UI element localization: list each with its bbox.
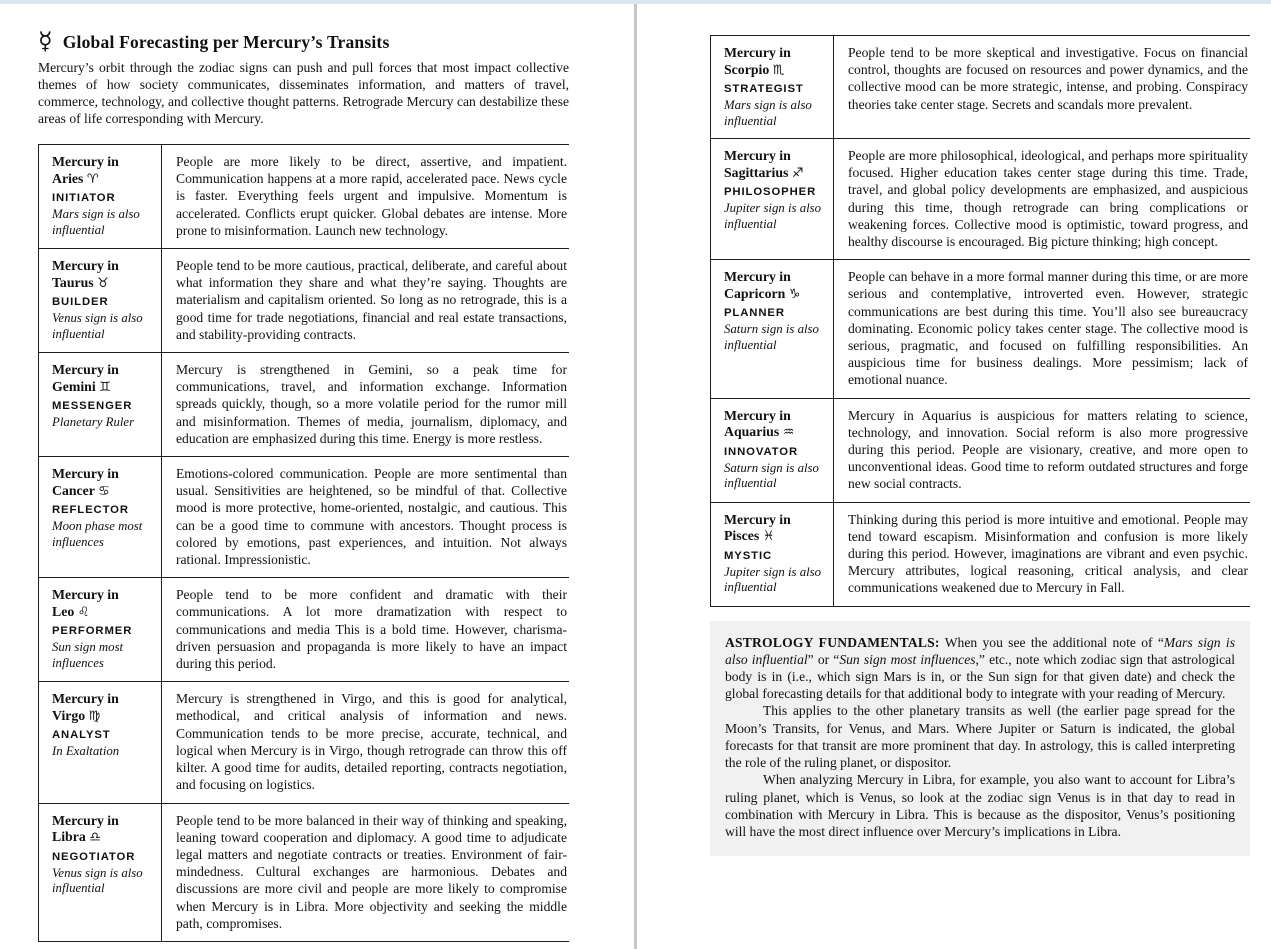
mercury-icon: ☿: [38, 27, 53, 55]
transit-note: Venus sign is also influential: [52, 311, 143, 341]
fundamentals-paragraph-3: When analyzing Mercury in Libra, for example, you also want to account for Libra’s ruling planet, which is Venus, so look at the zodiac sign Venus is in that day to read in combination with Mercury in Libra. This is because as the dispositor, Venus’s positioning will have the most direct influence over Mercury’s implications in Libra.: [725, 772, 1235, 839]
intro-paragraph: Mercury’s orbit through the zodiac signs can push and pull forces that most impact collective themes of how society communicates, disseminates information, and matters of travel, commerce, technology, and collective thought patterns. Retrograde Mercury can destabilize these areas of life corresponding with Mercury.: [38, 60, 569, 126]
sign-name: Capricorn: [724, 285, 786, 301]
fundamentals-text: ” or “: [807, 651, 840, 667]
transit-prefix: Mercury in: [52, 362, 119, 378]
transit-sign-cell: [39, 145, 162, 249]
transit-role: INNOVATOR: [724, 445, 798, 458]
sign-name: Cancer: [52, 482, 95, 498]
transit-prefix: Mercury in: [724, 148, 791, 163]
transits-table-left: [38, 144, 569, 942]
right-page: [710, 35, 1250, 856]
transit-note: Saturn sign is also influential: [724, 322, 819, 352]
scorpio-zodiac-icon: ♏: [772, 62, 785, 78]
transit-sign-cell: [711, 139, 834, 260]
transit-prefix: Mercury in: [724, 269, 791, 285]
gemini-zodiac-icon: ♊: [99, 379, 111, 395]
transit-note: In Exaltation: [52, 744, 120, 759]
transit-role: PLANNER: [724, 307, 785, 320]
transit-role: MYSTIC: [724, 549, 773, 562]
transit-note: Sun sign most influences: [52, 640, 124, 670]
transit-description: People can behave in a more formal manner during this time, or are more serious and contemplative, introverted even. However, strategic communications are best during this time. You’ll also see bureaucracy dominating. Economic policy takes center stage. The collective mood is serious, pragmatic, and focused on fulfilling responsibilities. An auspicious time for business dealings. More pessimism; lack of emotional nuance.: [834, 260, 1251, 398]
transit-sign-cell: [39, 803, 162, 941]
transit-description: People tend to be more cautious, practical, deliberate, and careful about what information they share and what they’re saying. Thoughts are materialism and capitalism oriented. So long as no retrograde, this is a good time for trade negotiations, financial and real estate transactions, and stability-providing contracts.: [162, 249, 570, 353]
transit-description: Mercury in Aquarius is auspicious for matters relating to science, technology, and innovation. Social reform is also more progressive during this period. People are visionary, creative, and more open to unconventional ideas. Good time to reform outdated structures and forge new social contracts.: [834, 398, 1251, 502]
transit-row-aries: [39, 145, 570, 249]
transits-table-right: [710, 35, 1250, 607]
fundamentals-heading: ASTROLOGY FUNDAMENTALS:: [725, 634, 940, 650]
transit-prefix: Mercury in: [52, 587, 119, 603]
sign-name: Virgo: [52, 707, 86, 723]
aries-zodiac-icon: ♈: [86, 171, 99, 187]
left-page: [38, 27, 569, 942]
transit-prefix: Mercury in: [724, 511, 791, 527]
transit-sign-cell: [39, 682, 162, 803]
pisces-zodiac-icon: ♓: [762, 529, 775, 545]
transit-description: People are more philosophical, ideological, and perhaps more spirituality focused. Higher education takes center stage during this time. Trade, travel, and global policy developments are emphasized, and auspicious during this time, though retrograde can bring complications or weakening forces. Collective mood is optimistic, toward progress, and healthy discourse is encouraged. Big picture thinking; high concept.: [834, 139, 1251, 260]
transit-prefix: Mercury in: [724, 407, 791, 423]
transit-row-leo: [39, 578, 570, 682]
sign-name: Leo: [52, 603, 75, 619]
transit-note: Moon phase most influences: [52, 519, 143, 549]
transit-note: Mars sign is also influential: [724, 98, 812, 128]
transit-row-pisces: [711, 502, 1251, 606]
sagittarius-zodiac-icon: ♐: [791, 165, 804, 181]
transit-description: Mercury is strengthened in Gemini, so a peak time for communications, travel, and information exchange. Information spreads quickly, though, so a more volatile period for the rumor mill and misinformation. Themes of media, journalism, diplomacy, and education are emphasized during this time. Energy is more restless.: [162, 353, 570, 457]
transit-sign-cell: [39, 457, 162, 578]
taurus-zodiac-icon: ♉: [97, 275, 109, 291]
transit-row-libra: [39, 803, 570, 941]
transit-role: PHILOSOPHER: [724, 186, 817, 198]
transit-prefix: Mercury in: [52, 812, 119, 828]
transit-sign-cell: [39, 353, 162, 457]
transit-sign: [52, 708, 153, 726]
transit-role: REFLECTOR: [52, 504, 129, 517]
fundamentals-text: When you see the additional note of “: [939, 634, 1164, 650]
transit-prefix: Mercury in: [724, 45, 791, 60]
transit-role: MESSENGER: [52, 400, 133, 413]
transit-role: NEGOTIATOR: [52, 850, 136, 863]
transit-description: People tend to be more confident and dramatic with their communications. A lot more dramatization with respect to communications and media This is a bold time. However, charisma-driven persuasion and propaganda is more likely to have an impact during this period.: [162, 578, 570, 682]
aquarius-zodiac-icon: ♒: [782, 425, 795, 441]
astrology-fundamentals-box: [710, 621, 1250, 856]
transit-sign: [52, 829, 153, 847]
transit-sign-cell: [711, 260, 834, 398]
transit-role: INITIATOR: [52, 192, 116, 204]
transit-description: People are more likely to be direct, assertive, and impatient. Communication happens at a more rapid, accelerated pace. News cycle is faster. Everything feels urgent and impulsive. Momentum is accelerated. Conflicts erupt quicker. Global debates are intense. More prone to misinformation. Launch new technology.: [162, 145, 570, 249]
transit-sign: [52, 379, 153, 397]
page-title: Global Forecasting per Mercury’s Transits: [62, 32, 390, 52]
transit-role: BUILDER: [52, 296, 109, 309]
transit-row-cancer: [39, 457, 570, 578]
transit-sign: [52, 275, 153, 293]
sign-name: Pisces: [724, 528, 760, 544]
transit-description: People tend to be more balanced in their way of thinking and speaking, leaning toward cooperation and diplomacy. A good time to adjudicate legal matters and negotiate contracts or treaties. Environment of fair-mindedness. Cultural exchanges are harmonious. Debates and discussions are more civil and people are more likely to compromise when Mercury is in Libra. More objectivity and seeking the middle path, compromises.: [162, 803, 570, 941]
transit-sign-cell: [39, 249, 162, 353]
transit-note: Planetary Ruler: [52, 415, 135, 430]
cancer-zodiac-icon: ♋: [98, 483, 110, 499]
capricorn-zodiac-icon: ♑: [788, 286, 801, 302]
libra-zodiac-icon: ♎: [89, 830, 101, 845]
fundamentals-italic-note: Sun sign most influences: [839, 651, 976, 667]
transit-description: Emotions-colored communication. People are more sentimental than usual. Sensitivities are heightened, so be mindful of that. Collective mood is more protective, home-oriented, nostalgic, and cautious. This can be a good time to commune with ancestors. Thought process is colored by emotions, past experiences, and intuition. Not always rational. Impressionistic.: [162, 457, 570, 578]
transit-role: STRATEGIST: [724, 83, 804, 95]
transit-prefix: Mercury in: [52, 466, 119, 482]
transit-prefix: Mercury in: [52, 691, 119, 707]
sign-name: Libra: [52, 829, 86, 844]
leo-zodiac-icon: ♌: [77, 604, 90, 620]
transit-prefix: Mercury in: [52, 258, 119, 274]
transit-sign: [52, 483, 153, 501]
transit-row-scorpio: [711, 36, 1251, 139]
page-divider: [634, 4, 637, 949]
transit-sign-cell: [711, 398, 834, 502]
fundamentals-text: ,” etc., note which zodiac sign that astrological body is in (i.e., which sign Mars is in, or the Sun sign for that given date) and check the global forecasting details for that additional body to integrate with your reading of Mercury.: [725, 651, 1235, 702]
transit-note: Venus sign is also influential: [52, 865, 143, 895]
transit-sign: [724, 165, 825, 183]
fundamentals-paragraph-2: This applies to the other planetary transits as well (the earlier page spread for the Moon’s Transits, for Venus, and Mars. Where Jupiter or Saturn is indicated, the global forecasts for that transit are more prominent that day. In astrology, this is called interpreting the role of the ruling planet, or dispositor.: [725, 703, 1235, 771]
transit-description: Thinking during this period is more intuitive and emotional. People may tend toward escapism. Misinformation and confusion is more likely during this period. However, imaginations are vibrant and even psychic. Mercury attributes, logical reasoning, critical analysis, and clear communications weakened due to Mercury in Fall.: [834, 502, 1251, 606]
title-row: [38, 27, 569, 55]
transit-sign-cell: [39, 578, 162, 682]
transit-description: Mercury is strengthened in Virgo, and this is good for analytical, methodical, and critical analysis of information and news. Communication tends to be more precise, accurate, technical, and logical when Mercury is in Virgo, though retrograde can throw this off kilter. A good time for audits, detailed reporting, contracts negotiation, and focusing on logistics.: [162, 682, 570, 803]
transit-sign: [724, 62, 825, 80]
transit-prefix: Mercury in: [52, 154, 119, 169]
transit-row-aquarius: [711, 398, 1251, 502]
sign-name: Aries: [52, 170, 84, 186]
sign-name: Aquarius: [724, 424, 780, 440]
transit-note: Mars sign is also influential: [52, 207, 140, 237]
transit-sign: [724, 286, 825, 304]
transit-row-gemini: [39, 353, 570, 457]
sign-name: Sagittarius: [724, 164, 789, 180]
transit-description: People tend to be more skeptical and investigative. Focus on financial control, thoughts are focused on resources and power dynamics, and the collective mood can be more strategic, intense, and probing. Conspiracy theories take center stage. Secrets and scandals more prevalent.: [834, 36, 1251, 139]
transit-note: Jupiter sign is also influential: [724, 564, 822, 595]
transit-sign: [52, 171, 153, 189]
transit-role: ANALYST: [52, 729, 111, 742]
sign-name: Scorpio: [724, 61, 770, 77]
transit-sign-cell: [711, 36, 834, 139]
transit-row-capricorn: [711, 260, 1251, 398]
transit-note: Saturn sign is also influential: [724, 460, 819, 491]
transit-row-taurus: [39, 249, 570, 353]
sign-name: Gemini: [52, 378, 96, 394]
virgo-zodiac-icon: ♍: [88, 708, 101, 724]
transit-row-virgo: [39, 682, 570, 803]
sign-name: Taurus: [52, 274, 94, 290]
transit-sign-cell: [711, 502, 834, 606]
transit-sign: [724, 528, 825, 546]
fundamentals-italic-note: Mars sign is also influential: [725, 634, 1235, 667]
transit-role: PERFORMER: [52, 625, 133, 638]
transit-sign: [52, 604, 153, 622]
transit-note: Jupiter sign is also influential: [724, 201, 822, 231]
transit-sign: [724, 424, 825, 442]
transit-row-sagittarius: [711, 139, 1251, 260]
fundamentals-paragraph-1: [725, 634, 1235, 703]
